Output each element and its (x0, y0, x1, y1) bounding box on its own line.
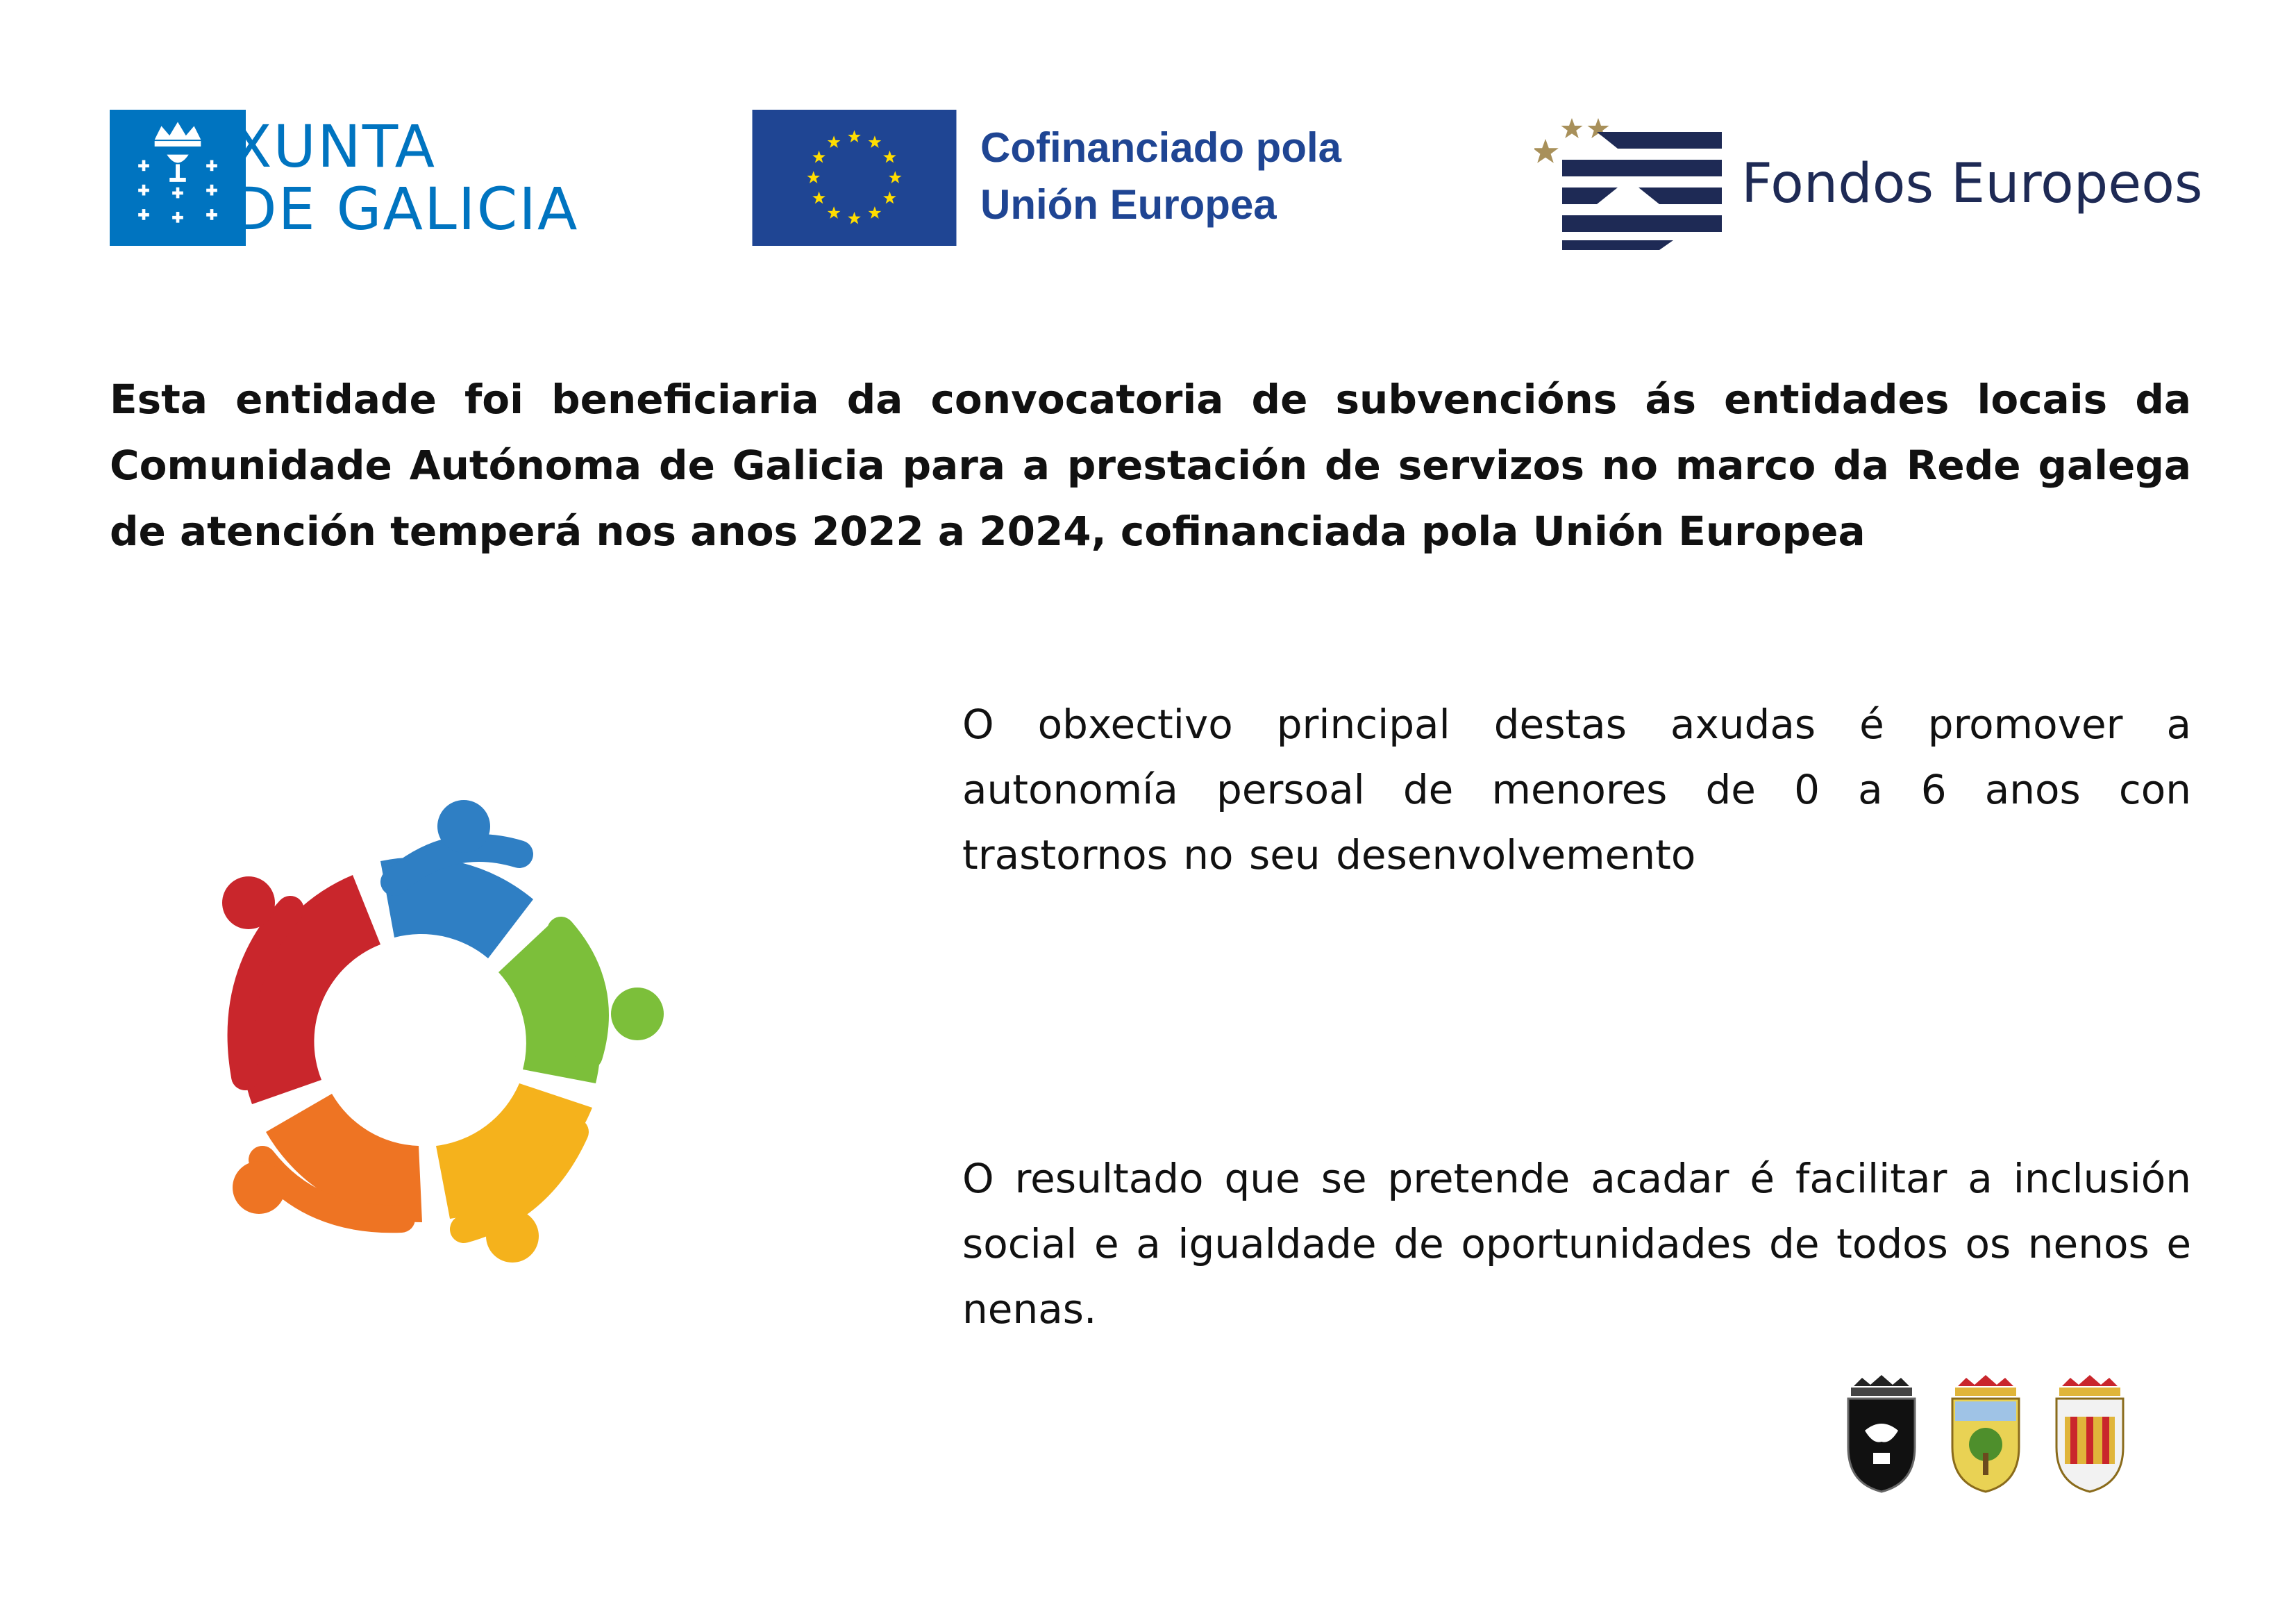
eu-line-2: Unión Europea (980, 181, 1277, 228)
fondos-europeos-mark-icon (1534, 118, 1722, 250)
fondos-europeos-logo (1534, 118, 2201, 250)
xunta-logo-text (232, 113, 579, 243)
people-circle-icon (110, 715, 735, 1354)
xunta-emblem-icon (110, 110, 246, 246)
crest-3-icon (2048, 1375, 2131, 1493)
eu-cofinanced-logo (751, 110, 1404, 246)
eu-logo-text (980, 119, 1341, 233)
xunta-line-1: XUNTA (232, 113, 437, 181)
municipal-crests (1840, 1375, 2138, 1493)
crest-2-icon (1944, 1375, 2027, 1493)
crest-1-icon (1840, 1375, 1923, 1493)
xunta-line-2: DE GALICIA (232, 175, 579, 243)
eu-flag-icon (751, 110, 957, 246)
xunta-de-galicia-logo (110, 110, 596, 246)
beneficiary-statement: Esta entidade foi beneficiaria da convocatoria de subvencións ás entidades locais da Comunidade Autónoma de Galicia para a prestación de servizos no marco da Rede galega de atención temperá nos anos 2022 a 2024, cofinanciada pola Unión Europea (110, 376, 2191, 555)
result-paragraph: O resultado que se pretende acadar é facilitar a inclusión social e a igualdade de oportunidades de todos os nenos e nenas. (962, 1155, 2191, 1333)
fondos-europeos-text: Fondos Europeos (1741, 153, 2203, 215)
eu-line-1: Cofinanciado pola (980, 124, 1342, 171)
objective-paragraph: O obxectivo principal destas axudas é promover a autonomía persoal de menores de 0 a 6 anos con trastornos no seu desenvolvemento (962, 701, 2191, 878)
